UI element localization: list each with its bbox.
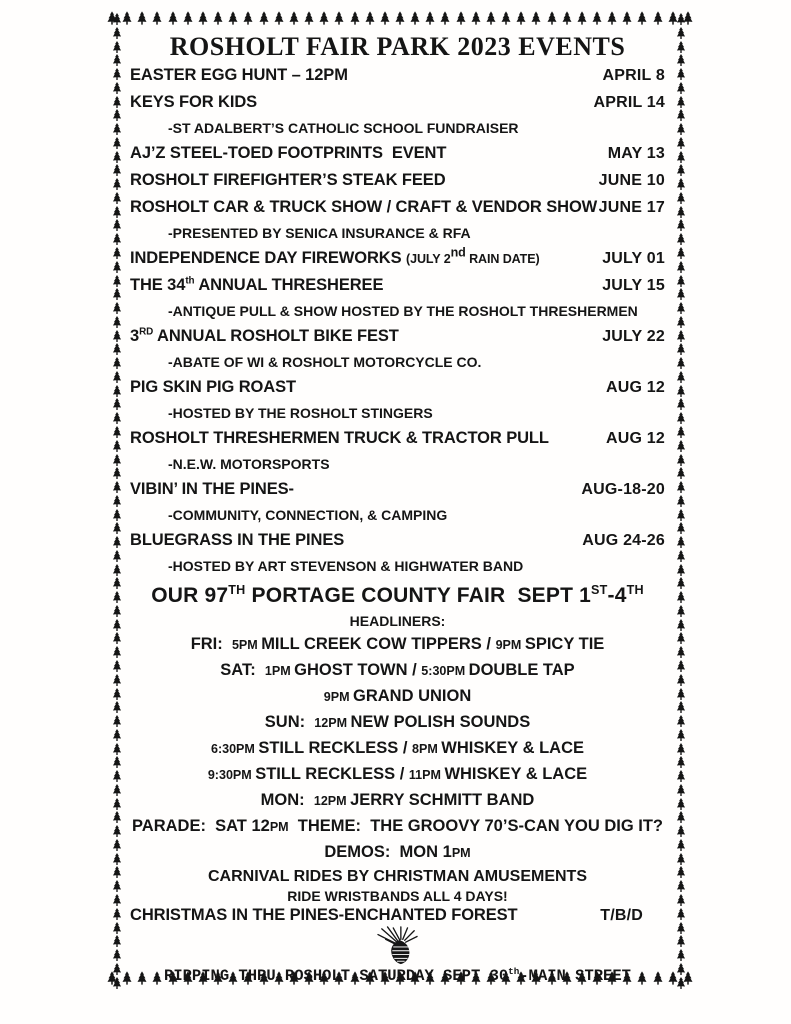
evergreen-tree-icon xyxy=(112,412,122,424)
evergreen-tree-icon xyxy=(676,509,686,521)
evergreen-tree-icon xyxy=(112,605,122,617)
evergreen-tree-icon xyxy=(676,96,686,108)
event-name: BLUEGRASS IN THE PINES xyxy=(130,531,345,549)
event-row xyxy=(130,425,665,452)
evergreen-tree-icon xyxy=(676,935,686,947)
evergreen-tree-icon xyxy=(112,27,122,39)
evergreen-tree-icon xyxy=(676,233,686,245)
evergreen-tree-icon xyxy=(676,577,686,589)
tree-border-left xyxy=(112,13,123,989)
evergreen-tree-icon xyxy=(112,839,122,851)
evergreen-tree-icon xyxy=(380,11,390,25)
event-name: KEYS FOR KIDS xyxy=(130,93,258,111)
evergreen-tree-icon xyxy=(289,11,299,25)
evergreen-tree-icon xyxy=(562,11,572,25)
event-date: JULY 22 xyxy=(602,328,665,345)
evergreen-tree-icon xyxy=(676,137,686,149)
evergreen-tree-icon xyxy=(112,715,122,727)
evergreen-tree-icon xyxy=(676,481,686,493)
fair-section xyxy=(130,582,665,905)
evergreen-tree-icon xyxy=(471,11,481,25)
evergreen-tree-icon xyxy=(112,467,122,479)
evergreen-tree-icon xyxy=(112,564,122,576)
event-detail: -ANTIQUE PULL & SHOW HOSTED BY THE ROSHOLT THRESHERMEN xyxy=(168,303,638,319)
event-name: INDEPENDENCE DAY FIREWORKS (JULY 2nd RAIN DATE) xyxy=(130,245,540,267)
evergreen-tree-icon xyxy=(112,440,122,452)
event-name: ROSHOLT CAR & TRUCK SHOW / CRAFT & VENDOR SHOW xyxy=(130,198,598,216)
evergreen-tree-icon xyxy=(676,646,686,658)
evergreen-tree-icon xyxy=(676,109,686,121)
evergreen-tree-icon xyxy=(112,68,122,80)
evergreen-tree-icon xyxy=(676,674,686,686)
tree-border-top xyxy=(107,11,693,26)
evergreen-tree-icon xyxy=(112,481,122,493)
evergreen-tree-icon xyxy=(112,371,122,383)
event-date: AUG 24-26 xyxy=(582,532,665,549)
evergreen-tree-icon xyxy=(676,908,686,920)
footer-note: RIPPING THRU ROSHOLT-SATURDAY SEPT 30th-MAIN STREET xyxy=(164,965,631,985)
evergreen-tree-icon xyxy=(112,894,122,906)
evergreen-tree-icon xyxy=(676,605,686,617)
evergreen-tree-icon xyxy=(425,11,435,25)
evergreen-tree-icon xyxy=(676,495,686,507)
evergreen-tree-icon xyxy=(676,770,686,782)
evergreen-tree-icon xyxy=(676,536,686,548)
evergreen-tree-icon xyxy=(676,454,686,466)
evergreen-tree-icon xyxy=(112,701,122,713)
pine-branch-icon xyxy=(130,926,665,966)
schedule-line: SUN: 12PM NEW POLISH SOUNDS xyxy=(264,713,531,731)
evergreen-tree-icon xyxy=(112,688,122,700)
event-row xyxy=(130,323,665,350)
event-row xyxy=(130,272,665,299)
evergreen-tree-icon xyxy=(676,151,686,163)
evergreen-tree-icon xyxy=(547,11,557,25)
event-date: AUG 12 xyxy=(606,430,665,447)
evergreen-tree-icon xyxy=(304,11,314,25)
evergreen-tree-icon xyxy=(350,11,360,25)
schedule-line: 9PM GRAND UNION xyxy=(323,687,472,705)
evergreen-tree-icon xyxy=(112,866,122,878)
evergreen-tree-icon xyxy=(676,54,686,66)
evergreen-tree-icon xyxy=(112,330,122,342)
event-date: AUG 12 xyxy=(606,379,665,396)
evergreen-tree-icon xyxy=(112,357,122,369)
evergreen-tree-icon xyxy=(112,164,122,176)
evergreen-tree-icon xyxy=(112,674,122,686)
evergreen-tree-icon xyxy=(676,811,686,823)
evergreen-tree-icon xyxy=(676,729,686,741)
event-name: VIBIN’ IN THE PINES- xyxy=(130,480,294,498)
event-name: AJ’Z STEEL-TOED FOOTPRINTS EVENT xyxy=(130,144,447,162)
evergreen-tree-icon xyxy=(112,151,122,163)
event-date: T/B/D xyxy=(600,907,643,924)
evergreen-tree-icon xyxy=(676,977,686,989)
evergreen-tree-icon xyxy=(676,68,686,80)
evergreen-tree-icon xyxy=(676,192,686,204)
evergreen-tree-icon xyxy=(676,27,686,39)
evergreen-tree-icon xyxy=(112,178,122,190)
evergreen-tree-icon xyxy=(198,11,208,25)
evergreen-tree-icon xyxy=(112,192,122,204)
evergreen-tree-icon xyxy=(112,949,122,961)
evergreen-tree-icon xyxy=(410,11,420,25)
event-date: APRIL 14 xyxy=(593,94,665,111)
evergreen-tree-icon xyxy=(622,11,632,25)
event-detail: -HOSTED BY THE ROSHOLT STINGERS xyxy=(168,405,433,421)
evergreen-tree-icon xyxy=(112,660,122,672)
wristband-line: RIDE WRISTBANDS ALL 4 DAYS! xyxy=(287,888,508,904)
evergreen-tree-icon xyxy=(112,536,122,548)
event-name: ROSHOLT FIREFIGHTER’S STEAK FEED xyxy=(130,171,446,189)
evergreen-tree-icon xyxy=(112,288,122,300)
evergreen-tree-icon xyxy=(676,398,686,410)
evergreen-tree-icon xyxy=(112,756,122,768)
evergreen-tree-icon xyxy=(168,11,178,25)
evergreen-tree-icon xyxy=(676,82,686,94)
schedule-line: 6:30PM STILL RECKLESS / 8PM WHISKEY & LACE xyxy=(210,739,585,757)
event-name: ROSHOLT THRESHERMEN TRUCK & TRACTOR PULL xyxy=(130,429,549,447)
event-date: JUNE 17 xyxy=(598,199,665,216)
evergreen-tree-icon xyxy=(676,880,686,892)
evergreen-tree-icon xyxy=(676,41,686,53)
evergreen-tree-icon xyxy=(152,11,162,25)
event-row xyxy=(130,374,665,401)
evergreen-tree-icon xyxy=(676,330,686,342)
evergreen-tree-icon xyxy=(112,798,122,810)
evergreen-tree-icon xyxy=(676,784,686,796)
evergreen-tree-icon xyxy=(676,385,686,397)
evergreen-tree-icon xyxy=(676,798,686,810)
evergreen-tree-icon xyxy=(676,206,686,218)
evergreen-tree-icon xyxy=(676,412,686,424)
evergreen-tree-icon xyxy=(676,839,686,851)
evergreen-tree-icon xyxy=(676,564,686,576)
evergreen-tree-icon xyxy=(112,935,122,947)
evergreen-tree-icon xyxy=(259,11,269,25)
evergreen-tree-icon xyxy=(112,963,122,975)
event-detail: -N.E.W. MOTORSPORTS xyxy=(168,456,330,472)
events-list xyxy=(130,62,665,578)
evergreen-tree-icon xyxy=(676,866,686,878)
evergreen-tree-icon xyxy=(112,646,122,658)
evergreen-tree-icon xyxy=(112,591,122,603)
evergreen-tree-icon xyxy=(676,467,686,479)
event-detail: -ABATE OF WI & ROSHOLT MOTORCYCLE CO. xyxy=(168,354,482,370)
evergreen-tree-icon xyxy=(112,206,122,218)
evergreen-tree-icon xyxy=(676,261,686,273)
evergreen-tree-icon xyxy=(676,853,686,865)
evergreen-tree-icon xyxy=(676,275,686,287)
evergreen-tree-icon xyxy=(112,522,122,534)
evergreen-tree-icon xyxy=(676,619,686,631)
evergreen-tree-icon xyxy=(112,977,122,989)
evergreen-tree-icon xyxy=(112,13,122,25)
evergreen-tree-icon xyxy=(112,495,122,507)
schedule-line: SAT: 1PM GHOST TOWN / 5:30PM DOUBLE TAP xyxy=(220,661,575,679)
event-name: EASTER EGG HUNT – 12PM xyxy=(130,66,348,84)
evergreen-tree-icon xyxy=(112,922,122,934)
evergreen-tree-icon xyxy=(516,11,526,25)
evergreen-tree-icon xyxy=(112,550,122,562)
evergreen-tree-icon xyxy=(112,41,122,53)
evergreen-tree-icon xyxy=(112,811,122,823)
schedule-line: PARADE: SAT 12PM THEME: THE GROOVY 70’S-CAN YOU DIG IT? xyxy=(132,817,663,835)
event-row xyxy=(130,905,665,926)
evergreen-tree-icon xyxy=(112,577,122,589)
event-detail: -ST ADALBERT’S CATHOLIC SCHOOL FUNDRAISER xyxy=(168,120,519,136)
evergreen-tree-icon xyxy=(676,178,686,190)
evergreen-tree-icon xyxy=(112,385,122,397)
event-date: AUG-18-20 xyxy=(581,481,665,498)
evergreen-tree-icon xyxy=(676,123,686,135)
evergreen-tree-icon xyxy=(274,11,284,25)
schedule-line: FRI: 5PM MILL CREEK COW TIPPERS / 9PM SPICY TIE xyxy=(190,635,605,653)
evergreen-tree-icon xyxy=(440,11,450,25)
evergreen-tree-icon xyxy=(112,343,122,355)
evergreen-tree-icon xyxy=(395,11,405,25)
evergreen-tree-icon xyxy=(112,219,122,231)
tree-border-right xyxy=(676,13,687,989)
evergreen-tree-icon xyxy=(112,247,122,259)
evergreen-tree-icon xyxy=(112,96,122,108)
evergreen-tree-icon xyxy=(676,219,686,231)
evergreen-tree-icon xyxy=(112,82,122,94)
page-title: ROSHOLT FAIR PARK 2023 EVENTS xyxy=(169,32,626,61)
evergreen-tree-icon xyxy=(112,509,122,521)
evergreen-tree-icon xyxy=(112,233,122,245)
evergreen-tree-icon xyxy=(676,825,686,837)
evergreen-tree-icon xyxy=(122,11,132,25)
evergreen-tree-icon xyxy=(676,894,686,906)
evergreen-tree-icon xyxy=(676,701,686,713)
evergreen-tree-icon xyxy=(676,426,686,438)
evergreen-tree-icon xyxy=(676,316,686,328)
evergreen-tree-icon xyxy=(676,13,686,25)
schedule-line: 9:30PM STILL RECKLESS / 11PM WHISKEY & LACE xyxy=(207,765,588,783)
event-detail: -COMMUNITY, CONNECTION, & CAMPING xyxy=(168,507,448,523)
evergreen-tree-icon xyxy=(676,164,686,176)
evergreen-tree-icon xyxy=(112,908,122,920)
event-date: JULY 01 xyxy=(602,250,665,267)
evergreen-tree-icon xyxy=(213,11,223,25)
evergreen-tree-icon xyxy=(112,275,122,287)
evergreen-tree-icon xyxy=(112,770,122,782)
evergreen-tree-icon xyxy=(637,11,647,25)
evergreen-tree-icon xyxy=(676,715,686,727)
evergreen-tree-icon xyxy=(112,123,122,135)
evergreen-tree-icon xyxy=(676,660,686,672)
event-name: 3RD ANNUAL ROSHOLT BIKE FEST xyxy=(130,326,399,345)
evergreen-tree-icon xyxy=(112,109,122,121)
evergreen-tree-icon xyxy=(112,426,122,438)
evergreen-tree-icon xyxy=(676,343,686,355)
evergreen-tree-icon xyxy=(676,922,686,934)
event-name: PIG SKIN PIG ROAST xyxy=(130,378,296,396)
event-row xyxy=(130,167,665,194)
evergreen-tree-icon xyxy=(653,11,663,25)
evergreen-tree-icon xyxy=(334,11,344,25)
evergreen-tree-icon xyxy=(676,247,686,259)
fair-title: OUR 97TH PORTAGE COUNTY FAIR SEPT 1ST-4TH xyxy=(151,583,644,607)
evergreen-tree-icon xyxy=(319,11,329,25)
schedule-line: MON: 12PM JERRY SCHMITT BAND xyxy=(260,791,535,809)
event-detail: -PRESENTED BY SENICA INSURANCE & RFA xyxy=(168,225,471,241)
schedule-line: DEMOS: MON 1PM xyxy=(324,843,471,861)
event-row xyxy=(130,245,665,272)
evergreen-tree-icon xyxy=(112,302,122,314)
evergreen-tree-icon xyxy=(676,591,686,603)
evergreen-tree-icon xyxy=(676,522,686,534)
evergreen-tree-icon xyxy=(243,11,253,25)
evergreen-tree-icon xyxy=(183,11,193,25)
evergreen-tree-icon xyxy=(592,11,602,25)
evergreen-tree-icon xyxy=(112,619,122,631)
evergreen-tree-icon xyxy=(676,743,686,755)
evergreen-tree-icon xyxy=(137,11,147,25)
carnival-line: CARNIVAL RIDES BY CHRISTMAN AMUSEMENTS xyxy=(208,868,587,885)
evergreen-tree-icon xyxy=(486,11,496,25)
evergreen-tree-icon xyxy=(531,11,541,25)
evergreen-tree-icon xyxy=(676,302,686,314)
evergreen-tree-icon xyxy=(676,371,686,383)
event-row xyxy=(130,89,665,116)
evergreen-tree-icon xyxy=(112,137,122,149)
event-row xyxy=(130,476,665,503)
event-date: APRIL 8 xyxy=(602,67,665,84)
event-row xyxy=(130,140,665,167)
evergreen-tree-icon xyxy=(112,398,122,410)
event-row xyxy=(130,527,665,554)
evergreen-tree-icon xyxy=(676,288,686,300)
evergreen-tree-icon xyxy=(676,357,686,369)
evergreen-tree-icon xyxy=(577,11,587,25)
event-name: THE 34th ANNUAL THRESHEREE xyxy=(130,275,384,294)
flyer-content xyxy=(130,32,665,986)
evergreen-tree-icon xyxy=(112,880,122,892)
evergreen-tree-icon xyxy=(365,11,375,25)
event-row xyxy=(130,194,665,221)
evergreen-tree-icon xyxy=(676,550,686,562)
evergreen-tree-icon xyxy=(676,963,686,975)
event-date: JUNE 10 xyxy=(598,172,665,189)
evergreen-tree-icon xyxy=(112,729,122,741)
event-date: JULY 15 xyxy=(602,277,665,294)
evergreen-tree-icon xyxy=(228,11,238,25)
evergreen-tree-icon xyxy=(607,11,617,25)
evergreen-tree-icon xyxy=(112,316,122,328)
event-name: CHRISTMAS IN THE PINES-ENCHANTED FOREST xyxy=(130,906,518,924)
event-detail: -HOSTED BY ART STEVENSON & HIGHWATER BAND xyxy=(168,558,524,574)
event-row xyxy=(130,62,665,89)
evergreen-tree-icon xyxy=(112,261,122,273)
evergreen-tree-icon xyxy=(501,11,511,25)
event-date: MAY 13 xyxy=(607,145,665,162)
headliners-label: HEADLINERS: xyxy=(349,613,446,629)
evergreen-tree-icon xyxy=(676,440,686,452)
evergreen-tree-icon xyxy=(112,825,122,837)
evergreen-tree-icon xyxy=(112,743,122,755)
evergreen-tree-icon xyxy=(676,688,686,700)
evergreen-tree-icon xyxy=(676,632,686,644)
evergreen-tree-icon xyxy=(112,54,122,66)
evergreen-tree-icon xyxy=(456,11,466,25)
evergreen-tree-icon xyxy=(676,949,686,961)
evergreen-tree-icon xyxy=(676,756,686,768)
fair-schedule xyxy=(130,632,665,866)
evergreen-tree-icon xyxy=(112,454,122,466)
evergreen-tree-icon xyxy=(112,784,122,796)
evergreen-tree-icon xyxy=(112,853,122,865)
evergreen-tree-icon xyxy=(112,632,122,644)
